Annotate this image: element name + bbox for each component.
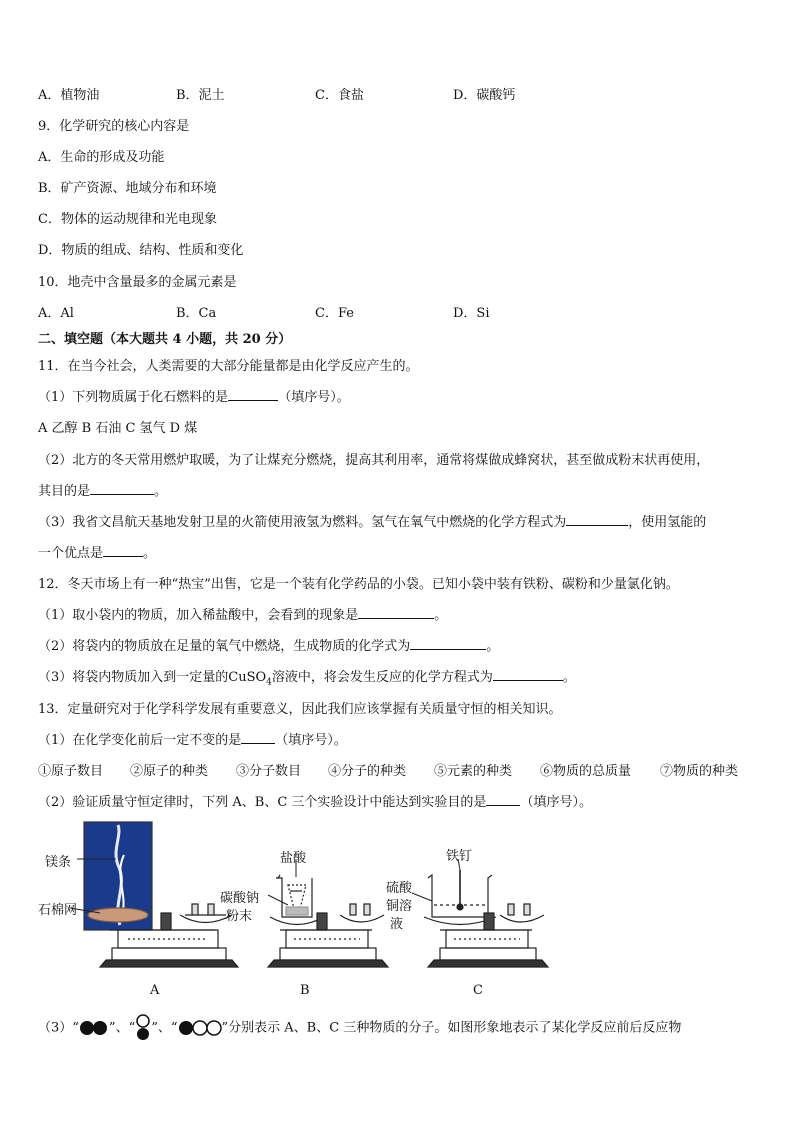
q12-part3-text: （3）将袋内物质加入到一定量的 xyxy=(38,670,229,685)
q13-part3 xyxy=(38,1014,681,1042)
q13-part3-start: （3）“ xyxy=(38,1020,79,1036)
q11-part1 xyxy=(38,386,350,405)
q9-option-c: C．物体的运动规律和光电现象 xyxy=(38,212,217,227)
label-iron-nail: 铁钉 xyxy=(446,849,473,864)
answer-blank[interactable] xyxy=(486,793,520,806)
q12-part2-text: （2）将袋内的物质放在足量的氧气中燃烧，生成物质的化学式为 xyxy=(38,639,411,654)
q11-part3b-text: 一个优点是 xyxy=(38,546,104,561)
q13-stem: 13．定量研究对于化学科学发展有重要意义，因此我们应该掌握有关质量守恒的相关知识。 xyxy=(38,702,562,717)
answer-blank[interactable] xyxy=(228,388,278,401)
q8-option-d: D．碳酸钙 xyxy=(453,88,516,103)
q13-part1-text: （1）在化学变化前后一定不变的是 xyxy=(38,733,242,748)
caption-b: B xyxy=(300,983,310,998)
label-copper-sulfate-3: 液 xyxy=(390,917,404,932)
label-copper-sulfate-2: 铜溶 xyxy=(386,899,413,914)
balance-a xyxy=(84,822,238,967)
label-magnesium-strip: 镁条 xyxy=(45,855,72,870)
molecule-c-icon xyxy=(178,1020,222,1036)
balance-b xyxy=(268,875,388,967)
q12-part2-end: 。 xyxy=(486,639,500,654)
q11-part2b-end: 。 xyxy=(154,484,168,499)
cuso4-subscript: 4 xyxy=(266,677,272,688)
q10-option-b: B．Ca xyxy=(176,306,217,321)
q13-item-1: ①原子数目 xyxy=(38,764,104,779)
q13-part2-text: （2）验证质量守恒定律时，下列 A、B、C 三个实验设计中能达到实验目的是 xyxy=(38,795,487,810)
q8-option-a: A．植物油 xyxy=(38,88,100,103)
q13-part2 xyxy=(38,791,592,810)
label-asbestos-net: 石棉网 xyxy=(38,903,78,918)
q13-item-6: ⑥物质的总质量 xyxy=(540,764,632,779)
q13-item-5: ⑤元素的种类 xyxy=(434,764,513,779)
q12-part1 xyxy=(38,604,447,623)
q11-part3b xyxy=(38,542,156,561)
q11-part3a xyxy=(38,511,706,530)
label-powder: 粉末 xyxy=(226,909,253,924)
q13-part3-sep2: ”、“ xyxy=(151,1020,178,1036)
q11-part1-end: （填序号）。 xyxy=(278,390,350,405)
caption-c: C xyxy=(473,983,483,998)
label-copper-sulfate-1: 硫酸 xyxy=(386,881,413,896)
q11-part2b xyxy=(38,480,167,499)
q9-stem: 9．化学研究的核心内容是 xyxy=(38,119,190,134)
q12-part3-mid: 溶液中，将会发生反应的化学方程式为 xyxy=(271,670,493,685)
section-heading: 二、填空题（本大题共 4 小题，共 20 分） xyxy=(38,332,292,347)
q11-stem: 11．在当今社会，人类需要的大部分能量都是由化学反应产生的。 xyxy=(38,359,419,374)
q9-option-a: A．生命的形成及功能 xyxy=(38,150,165,165)
q11-part3a-text: （3）我省文昌航天基地发射卫星的火箭使用液氢为燃料。氢气在氧气中燃烧的化学方程式为 xyxy=(38,515,567,530)
answer-blank[interactable] xyxy=(103,544,143,557)
q11-part2b-text: 其目的是 xyxy=(38,484,91,499)
q13-part2-end: （填序号）。 xyxy=(520,795,592,810)
q11-choices: A 乙醇 B 石油 C 氢气 D 煤 xyxy=(38,421,198,436)
q8-option-c: C．食盐 xyxy=(315,88,364,103)
answer-blank[interactable] xyxy=(90,482,154,495)
q13-item-4: ④分子的种类 xyxy=(328,764,407,779)
q12-part3-end: 。 xyxy=(562,670,576,685)
experiment-figure xyxy=(0,815,794,1005)
q11-part3a-end: ，使用氢能的 xyxy=(628,515,707,530)
q12-part1-text: （1）取小袋内的物质，加入稀盐酸中，会看到的现象是 xyxy=(38,608,359,623)
label-sodium-carbonate: 碳酸钠 xyxy=(220,891,260,906)
answer-blank[interactable] xyxy=(493,668,563,681)
q12-part2 xyxy=(38,635,499,654)
q10-option-d: D．Si xyxy=(453,306,490,321)
caption-a: A xyxy=(150,983,160,998)
molecule-b-icon xyxy=(135,1014,151,1042)
q11-part2a: （2）北方的冬天常用燃炉取暖，为了让煤充分燃烧，提高其利用率，通常将煤做成蜂窝状，甚至做成粉末状再使用， xyxy=(38,453,710,468)
q10-option-a: A．Al xyxy=(38,306,74,321)
q12-part3 xyxy=(38,666,576,688)
answer-blank[interactable] xyxy=(358,606,434,619)
answer-blank[interactable] xyxy=(410,637,486,650)
answer-blank[interactable] xyxy=(566,513,628,526)
q11-part3b-end: 。 xyxy=(143,546,157,561)
q13-part1-end: （填序号）。 xyxy=(275,733,347,748)
q8-option-b: B．泥土 xyxy=(176,88,225,103)
q13-part3-sep1: ”、“ xyxy=(108,1020,136,1036)
balance-c xyxy=(424,870,548,967)
q13-item-7: ⑦物质的种类 xyxy=(660,764,739,779)
label-hydrochloric-acid: 盐酸 xyxy=(280,851,307,866)
q12-stem: 12．冬天市场上有一种“热宝”出售，它是一个装有化学药品的小袋。已知小袋中装有铁粉、碳粉和少量氯化钠。 xyxy=(38,577,679,592)
q10-stem: 10．地壳中含量最多的金属元素是 xyxy=(38,275,237,290)
q11-part1-text: （1）下列物质属于化石燃料的是 xyxy=(38,390,229,405)
q13-part3-rest: ”分别表示 A、B、C 三种物质的分子。如图形象地表示了某化学反应前后反应物 xyxy=(221,1020,682,1036)
answer-blank[interactable] xyxy=(241,731,275,744)
q9-option-d: D．物质的组成、结构、性质和变化 xyxy=(38,243,244,258)
q9-option-b: B．矿产资源、地域分布和环境 xyxy=(38,181,217,196)
molecule-a-icon xyxy=(79,1020,109,1036)
cuso4-formula: CuSO xyxy=(228,670,267,685)
q13-part1 xyxy=(38,729,347,748)
q13-item-3: ③分子数目 xyxy=(236,764,302,779)
q13-item-2: ②原子的种类 xyxy=(130,764,209,779)
q10-option-c: C．Fe xyxy=(315,306,354,321)
q12-part1-end: 。 xyxy=(434,608,448,623)
